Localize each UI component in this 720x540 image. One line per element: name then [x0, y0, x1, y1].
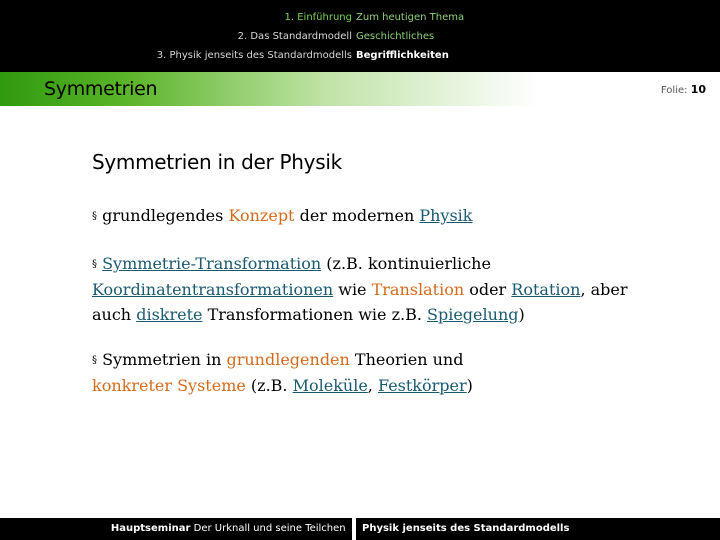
- nav-subsection-2[interactable]: Geschichtliches: [356, 31, 435, 42]
- footer-topic: Physik jenseits des Standardmodells: [362, 523, 570, 534]
- link-physik[interactable]: Physik: [419, 206, 473, 225]
- bullet-item-2: [92, 251, 652, 327]
- footer-seminar: [0, 518, 352, 540]
- text: ,: [367, 376, 378, 395]
- link-festkoerper[interactable]: Festkörper: [377, 376, 467, 395]
- text: ): [466, 376, 473, 395]
- slide-number: [661, 83, 706, 96]
- title-bar: [0, 72, 720, 106]
- bullet-icon: §: [92, 355, 97, 366]
- link-rotation[interactable]: Rotation: [511, 280, 581, 299]
- nav-section-1[interactable]: 1. Einführung: [284, 12, 352, 23]
- text: Theorien und: [349, 350, 464, 369]
- text: , aber auch: [92, 280, 628, 324]
- link-symmetrie-transformation[interactable]: Symmetrie-Transformation: [102, 254, 322, 273]
- text: oder: [464, 280, 512, 299]
- text: (z.B.: [245, 376, 293, 395]
- link-spiegelung[interactable]: Spiegelung: [427, 305, 519, 324]
- text: grundlegendes: [102, 206, 229, 225]
- content-heading: Symmetrien in der Physik: [92, 150, 342, 174]
- subsection-nav: [356, 0, 720, 72]
- slide-title: Symmetrien: [44, 78, 158, 100]
- link-koordinatentransformationen[interactable]: Koordinatentransformationen: [92, 280, 334, 299]
- link-diskrete[interactable]: diskrete: [136, 305, 203, 324]
- footer: [0, 518, 720, 540]
- footer-topic-inner: [356, 518, 570, 540]
- bullet-icon: §: [92, 211, 97, 222]
- footer-rest: Der Urknall und seine Teilchen: [190, 523, 346, 534]
- text: wie: [333, 280, 372, 299]
- bullet-item-1: [92, 203, 652, 229]
- nav-subsection-3[interactable]: Begrifflichkeiten: [356, 50, 449, 61]
- highlight-konzept: Konzept: [228, 206, 295, 225]
- text: Symmetrien in: [102, 350, 227, 369]
- footer-bold: Hauptseminar: [110, 523, 191, 534]
- header-nav: [0, 0, 720, 72]
- text: (z.B. kontinuierliche: [321, 254, 491, 273]
- footer-topic-box: [352, 518, 570, 540]
- section-nav: [0, 0, 352, 72]
- text: ): [518, 305, 525, 324]
- slide-number-label: Folie:: [660, 85, 688, 96]
- nav-subsection-1[interactable]: Zum heutigen Thema: [356, 12, 465, 23]
- link-molekuele[interactable]: Moleküle: [292, 376, 368, 395]
- text: Transformationen wie z.B.: [202, 305, 428, 324]
- bullet-item-3: [92, 347, 652, 398]
- nav-section-3[interactable]: 3. Physik jenseits des Standardmodells: [156, 50, 352, 61]
- text: der modernen: [294, 206, 420, 225]
- slide-number-value: 10: [690, 83, 706, 96]
- highlight-grundlegenden: grundlegenden: [226, 350, 350, 369]
- highlight-translation: Translation: [371, 280, 465, 299]
- bullet-icon: §: [92, 259, 97, 270]
- highlight-konkreter-systeme: konkreter Systeme: [92, 376, 246, 395]
- nav-section-2[interactable]: 2. Das Standardmodell: [237, 31, 352, 42]
